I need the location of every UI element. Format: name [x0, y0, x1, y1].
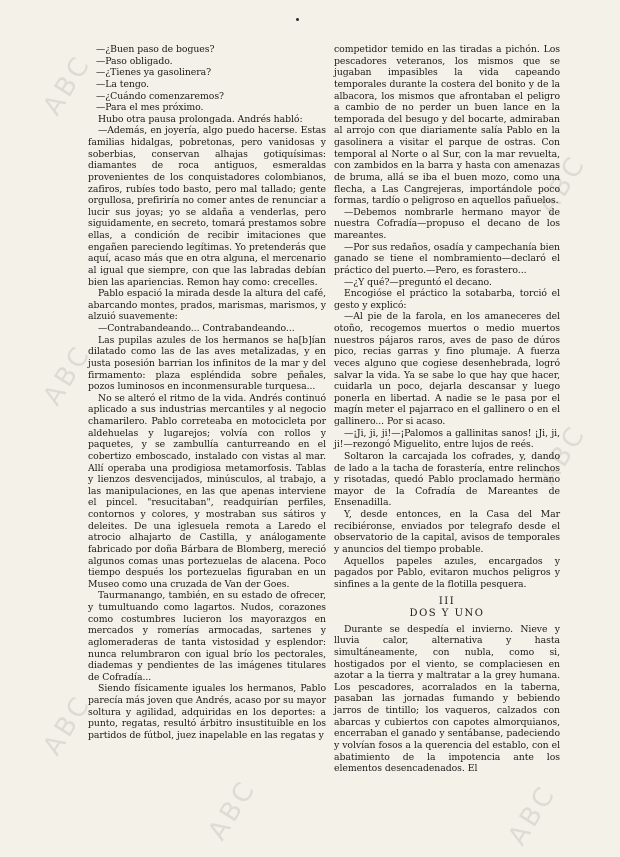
watermark: ABC — [37, 49, 98, 121]
paragraph: —¿Y qué?—preguntó el decano. — [344, 276, 492, 288]
paragraph: Pablo espació la mirada desde la altura del café, abarcando montes, prados, marismas, marismos, y alzuió suavemente: — [88, 288, 326, 323]
paragraph: Soltaron la carcajada los cofrades, y, dando de lado a la tacha de forastería, entre relinchos y risotadas, quedó Pablo proclamado hermano mayor de la Cofradía de Mareantes de Ensenadilla. — [334, 450, 560, 509]
paragraph: Encogióse el práctico la sotabarba, torció el gesto y explicó: — [334, 288, 560, 311]
paragraph: Y, desde entonces, en la Casa del Mar recibiéronse, enviados por telegrafo desde el observatorio de la capital, avisos de temporales y anuncios del tiempo probable. — [334, 509, 560, 555]
print-mark — [296, 18, 299, 21]
dialog-line: —¿Buen paso de bogues? — [96, 44, 215, 55]
paragraph: Durante se despedía el invierno. Nieve y lluvia calor, alternativa y hasta simultáneamente, con nubla, como si, hostigados por el viento, se complaciesen en azotar a la tierra y maltratar a la grey humana. Los pescadores, acorralados en la taberna, pasaban las jornadas fumando y bebiendo jarros de tintillo; los vaqueros, calzados con abarcas y cubiertos con capotes almorquianos, encerraban el ganado y sentábanse, padeciendo y volvían fosos a la querencia del establo, con el abatimiento de la impotencia ante los elementos desencadenados. El — [334, 623, 560, 775]
paragraph: —Además, en joyería, algo puedo hacerse. Estas familias hidalgas, pobretonas, pero vanidosas y soberbias, conservan alhajas gotiquísimas: diamantes de roca antiguos, esmeraldas provenientes de los conquistadores colombianos, zafiros, rubíes todo basto, pero mal tallado; gente orgullosa, prefiriría no comer antes de renunciar a lucir sus joyas; yo se aldaña a venderlas, pero siguidamente, en secreto, tomará prestamos sobre ellas, a condición de recibir imitaciones que engañen pareciendo legítimas. Yo pretenderás que aquí, acaso más que en otra alguna, el mercenario al igual que siempre, con que las labradas debían bien las apariencias. Remon hay como: crecelles. — [88, 125, 326, 288]
dialog-line: —La tengo. — [96, 78, 150, 90]
section-title: DOS Y UNO — [409, 608, 485, 619]
watermark: ABC — [202, 774, 263, 846]
dialog-line: —¿Tienes ya gasolinera? — [96, 67, 212, 79]
watermark: ABC — [37, 689, 98, 761]
dialog-line: —Paso obligado. — [96, 55, 173, 67]
dialog-line: —Para el mes próximo. — [96, 102, 204, 114]
paragraph: —Contrabandeando... Contrabandeando... — [98, 323, 295, 334]
watermark: ABC — [502, 779, 563, 851]
paragraph: —Por sus redaños, osadía y campechanía bien ganado se tiene el nombramiento—declaró el práctico del puerto.—Pero, es forastero... — [334, 241, 560, 276]
paragraph: Siendo físicamente iguales los hermanos, Pablo parecía más joven que Andrés, acaso por su mayor soltura y agilidad, adquiridas en los deportes: a punto, regatas, resultó árbitro insustituible en los partidos de fútbol, juez inapelable en las regatas y — [88, 683, 326, 741]
watermark: ABC — [37, 339, 98, 411]
paragraph: Taurmanango, también, en su estado de ofrecer, y tumultuando como lagartos. Nudos, corazones como costumbres lucieron los mayorazgos en mercados y romerías armocadas, sartenes y aglomeraderas de tanta vistosidad y esplendor: nunca relumbraron con igual brío los pectorales, diademas y pendientes de las imágenes titulares de Cofradía... — [88, 590, 326, 683]
paragraph: Las pupilas azules de los hermanos se ha[b]ían dilatado como las de las aves metalizadas, y en justa posesión barrian los infinitos de la mar y del firmamento: plaza espléndida sobre peñales, pozos luminosos en inconmensurable turquesa... — [88, 334, 326, 393]
left-text-column — [88, 44, 326, 742]
section-numeral: III — [438, 596, 456, 608]
paragraph: —¡Ji, ji, ji!—¡Palomos a gallinitas sanos! ¡Ji, ji, ji!—rezongó Miguelito, entre lujos de reés. — [334, 427, 560, 451]
watermark: ABC — [532, 149, 593, 221]
paragraph: competidor temido en las tiradas a pichón. Los pescadores veteranos, los mismos que se jugaban impasibles la vida capeando temporales durante la costera del bonito y de la albacora, los mismos que afrontaban el peligro a cambio de no perder un buen lance en la temporada del besugo y del bocarte, admiraban al arrojo con que diariamente salía Pablo en la gasolinera a visitar el parque de ostras. Con temporal al Norte o al Sur, con la mar revuelta, con zambidos en la barra y hasta con amenazas de bruma, allá se iba el buen mozo, como una flecha, a Las Cangrejeras, importándole poco formas, tardío o peligroso en aquellos pañuelos. — [334, 44, 560, 207]
paragraph: No se alteró el ritmo de la vida. Andrés continuó aplicado a sus industrias mercantiles y al negocio chamarilero. Pablo correteaba en motocicleta por aldehuelas y lugarejos; volvía con rollos y paquetes, y se zambullía canturreando en el cobertizo emboscado, instalado con vistas al mar. Allí operaba una prodigiosa metamorfosis. Tablas y lienzos desvencijados, minúsculos, al trabajo, a las manipulaciones, en las que apenas interviene el pincel. "resucitaban", readquirían perfiles, contornos y colores, y mostraban sus sátiros y deleites. De una iglesuela remota a Laredo el atrocio alhajarto de Castilla, y análogamente fabricado por doña Bárbara de Blomberg, mereció algunos comas unas portezuelas de alacena. Poco tiempo después los portezuelas figuraban en un Museo como una cruzada de Van der Goes. — [88, 392, 326, 590]
dialog-line: —¿Cuándo comenzaremos? — [96, 90, 224, 102]
paragraph: —Debemos nombrarle hermano mayor de nuestra Cofradía—propuso el decano de los mareantes. — [334, 206, 560, 241]
paragraph: Hubo otra pausa prolongada. Andrés habló: — [98, 113, 303, 125]
paragraph: Aquellos papeles azules, encargados y pagados por Pablo, evitaron muchos peligros y sinfines a la gente de la flotilla pesquera. — [334, 555, 560, 590]
right-text-column — [334, 44, 560, 775]
watermark: ABC — [532, 419, 593, 491]
paragraph: —Al pie de la farola, en los amaneceres del otoño, recogemos muertos o medio muertos nuestros pájaros raros, aves de paso de dúros pico, recias garras y fino plumaje. A fuerza veces alguno que cogiese desenhebrada, logró salvar la vida. Ya se sabe lo que hay que hacer, cuidarla un poco, dejarla descansar y luego ponerla en libertad. A nadie se le pasa por el magín meter el pajarraco en el gallinero o en el gallinero... Por si acaso. — [334, 311, 560, 427]
section-heading — [334, 596, 560, 619]
